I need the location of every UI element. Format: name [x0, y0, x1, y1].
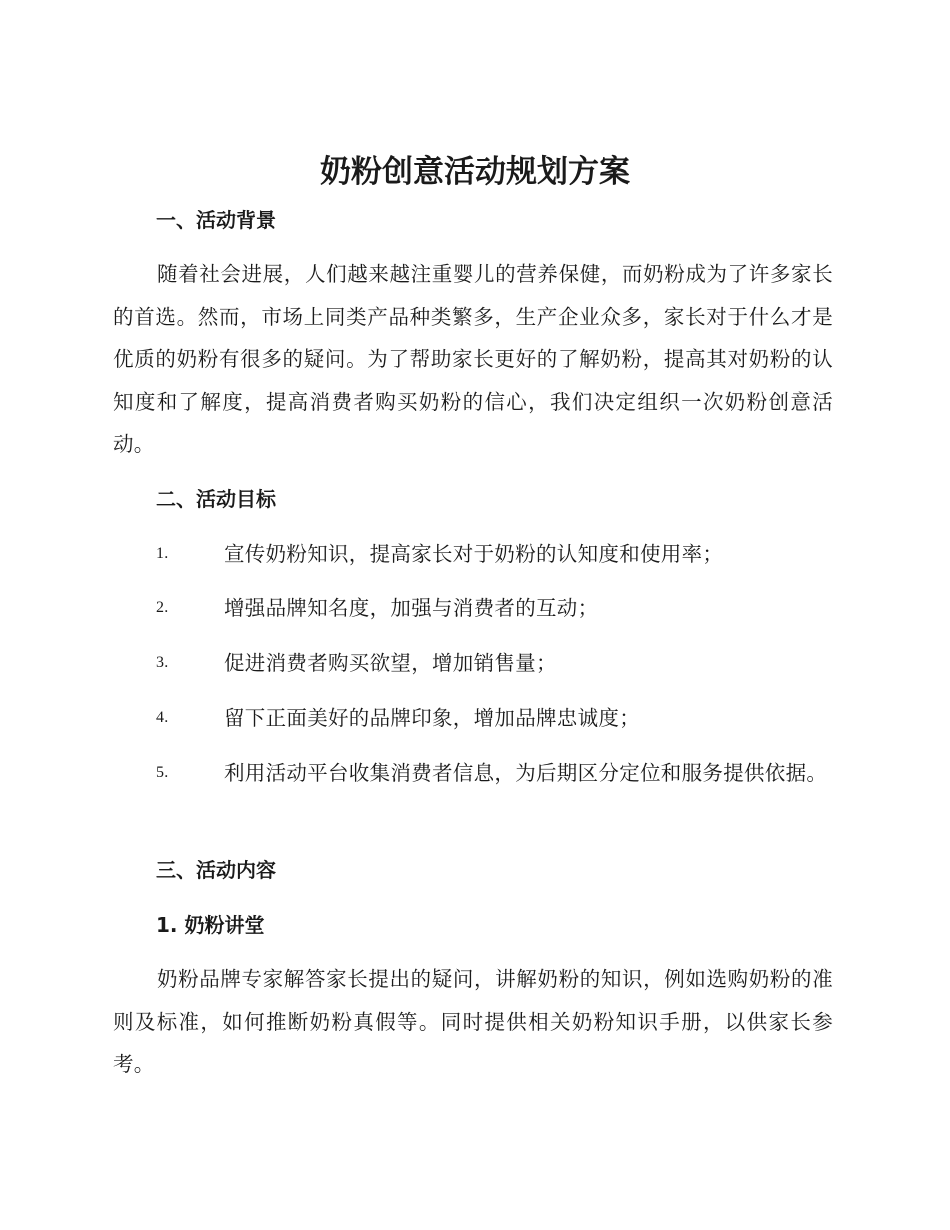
goal-list-item: [113, 752, 833, 795]
goal-list-number: 4.: [156, 709, 169, 726]
goal-list-text: 增强品牌知名度，加强与消费者的互动；: [224, 596, 599, 620]
goal-list-text: 促进消费者购买欲望，增加销售量；: [224, 651, 557, 675]
subsection-heading-milk-lecture: 1. 奶粉讲堂: [156, 913, 265, 937]
background-paragraph: 随着社会进展，人们越来越注重婴儿的营养保健，而奶粉成为了许多家长的首选。然而，市场上同类产品种类繁多，生产企业众多，家长对于什么才是优质的奶粉有很多的疑问。为了帮助家长更好的了解奶粉，提高其对奶粉的认知度和了解度，提高消费者购买奶粉的信心，我们决定组织一次奶粉创意活动。: [113, 262, 833, 456]
goal-list-number: 2.: [156, 599, 169, 616]
goal-list-number: 3.: [156, 654, 169, 671]
goal-list-text: 留下正面美好的品牌印象，增加品牌忠诚度；: [224, 706, 640, 730]
goal-list-item: [113, 642, 833, 685]
goal-list-number: 5.: [156, 764, 169, 781]
goal-list-item: [113, 587, 833, 630]
goal-list-text: 利用活动平台收集消费者信息，为后期区分定位和服务提供依据。: [224, 761, 828, 785]
section-heading-background: 一、活动背景: [156, 208, 276, 232]
goal-list-item: [113, 533, 833, 576]
section-heading-content: 三、活动内容: [156, 858, 276, 882]
section-heading-goals: 二、活动目标: [156, 487, 276, 511]
goal-list-item: [113, 697, 833, 740]
content-paragraph: 奶粉品牌专家解答家长提出的疑问，讲解奶粉的知识，例如选购奶粉的准则及标准，如何推断奶粉真假等。同时提供相关奶粉知识手册，以供家长参考。: [113, 967, 833, 1076]
goal-list-text: 宣传奶粉知识，提高家长对于奶粉的认知度和使用率；: [224, 542, 724, 566]
document-title: 奶粉创意活动规划方案: [320, 154, 630, 190]
goal-list-number: 1.: [156, 545, 169, 562]
